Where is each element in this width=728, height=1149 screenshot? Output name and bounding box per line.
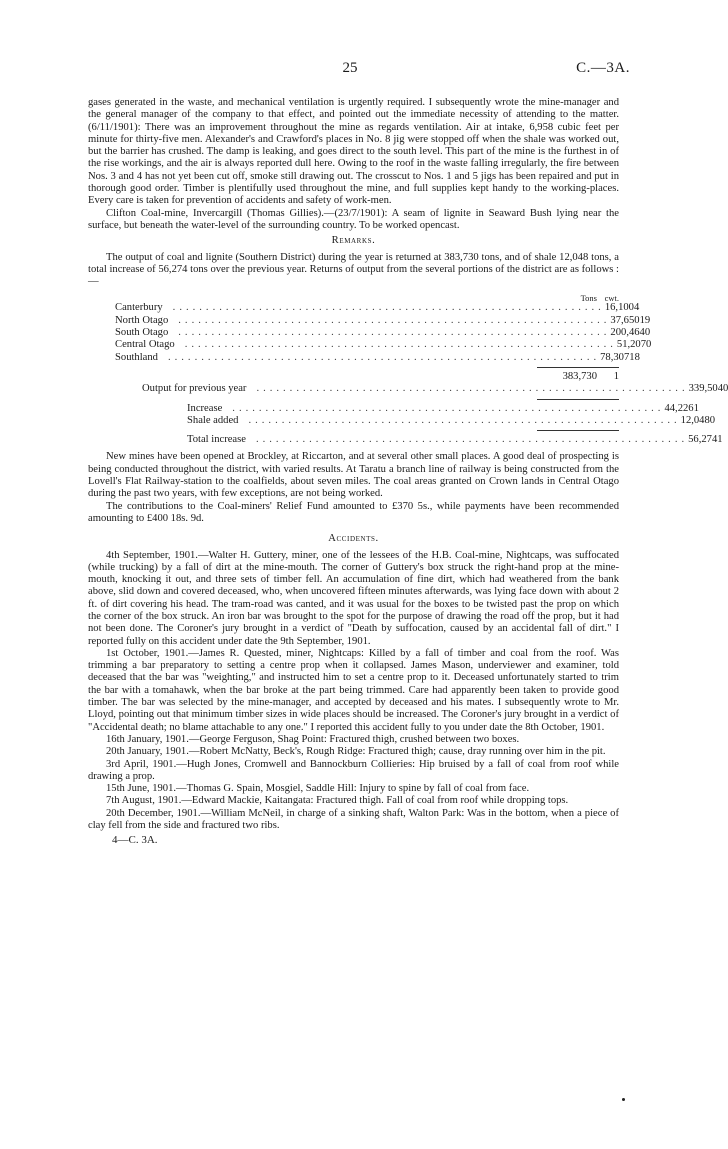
stray-dot (622, 1098, 625, 1101)
table-row: Southland ................................................................. 78,307 18 (115, 351, 640, 363)
sum-rule (537, 367, 619, 368)
accident-entry: 16th January, 1901.—George Ferguson, Shag Point: Fractured thigh, crushed between two boxes. (106, 733, 520, 745)
page-body (88, 97, 728, 847)
increase-label: Increase (187, 402, 223, 414)
accident-entry: 7th August, 1901.—Edward Mackie, Kaitangata: Fractured thigh. Fall of coal from roof while dropping tops. (106, 795, 569, 807)
district-tons: 200,464 (610, 327, 645, 339)
increase-tons: 44,226 (664, 402, 694, 414)
section-code: C.—3A. (576, 60, 630, 76)
table-row-shale: Shale added ................................................................. 12,048 0 (187, 414, 716, 426)
total-cwt: 1 (613, 370, 619, 382)
table-row: North Otago ................................................................. 37,650 19 (115, 314, 651, 326)
units-tons: Tons (580, 293, 597, 304)
paragraph: New mines have been opened at Brockley, at Riccarton, and at several other small places. A good deal of prospecting is being conducted throughout the district, with varied results. At Taratu a branch line of railway is being constructed from the Lovell's Flat Railway-station to the coalfields, about seven miles. The coal areas granted on Crown lands in Central Otago during the past two years, with few exceptions, are not being worked. (88, 451, 619, 500)
district-cwt: 18 (629, 351, 640, 363)
signature-mark: 4—C. 3A. (112, 834, 158, 847)
total-increase-label: Total increase (187, 434, 246, 446)
table-row-previous: Output for previous year ................................................................. 339,504 0 (142, 383, 728, 395)
accident-entry: 20th December, 1901.—William McNeil, in charge of a sinking shaft, Walton Park: Was in the bottom, when a piece of clay fell from the side and fractured two ribs. (88, 807, 619, 832)
district-name: South Otago (115, 327, 169, 339)
table-row-increase: Increase ................................................................. 44,226 1 (187, 402, 699, 414)
district-tons: 51,207 (616, 339, 647, 351)
accident-entry: 15th June, 1901.—Thomas G. Spain, Mosgiel, Saddle Hill: Injury to spine by fall of coal from face. (106, 783, 530, 795)
table-row: South Otago ................................................................. 200,464 0 (115, 327, 651, 339)
total-increase-tons: 56,274 (688, 434, 718, 446)
units-cwt: cwt. (604, 293, 619, 304)
output-table (88, 292, 728, 446)
paragraph: The contributions to the Coal-miners' Relief Fund amounted to £370 5s., while payments have been recommended amounting to £400 18s. 9d. (88, 500, 619, 524)
district-tons: 78,307 (600, 351, 630, 363)
district-tons: 37,650 (610, 314, 640, 326)
table-row-total-increase: Total increase ................................................................. 56,274 1 (187, 434, 723, 446)
paragraph: Clifton Coal-mine, Invercargill (Thomas Gillies).—(23/7/1901): A seam of lignite in Seaward Bush lying near the surface, but beneath the water-level of the surrounding country. To be worked opencast. (88, 207, 619, 231)
district-cwt: 0 (646, 339, 652, 351)
shale-cwt: 0 (709, 414, 716, 426)
table-row-total (88, 371, 619, 383)
previous-label: Output for previous year (142, 383, 247, 395)
table-row: Central Otago ................................................................. 51,207 0 (115, 339, 652, 351)
district-cwt: 4 (633, 302, 640, 314)
table-row: Canterbury ................................................................. 16,100 4 (115, 302, 640, 314)
district-cwt: 0 (644, 327, 651, 339)
accident-entry: 20th January, 1901.—Robert McNatty, Beck's, Rough Ridge: Fractured thigh; cause, dray running over him in the pit. (106, 746, 606, 758)
page-header (0, 60, 700, 80)
page-number: 25 (342, 60, 358, 76)
sum-rule (537, 430, 619, 431)
accident-entry: 4th September, 1901.—Walter H. Guttery, miner, one of the lessees of the H.B. Coal-mine, Nightcaps, was suffocated (while trucking) by a fall of dirt at the mine-mouth. The corner of Guttery's box struck the right-hand prop at the mine-mouth, knocking it out, and three sets of timber fell. An accumulation of fine dirt, which had weathered from the bank above, slid down and covered deceased, who, when uncovered fifteen minutes afterwards, was lying face down with about 2 ft. of dirt covering his head. The tram-road was canted, and it was usual for the boxes to be twisted past the prop on which the corner of the box struck. An iron bar was brought to the spot for the purpose of drawing the road off the prop, but it had not been done. The Coroner's jury brought in a verdict of "Death by suffocation, caused by an accidental fall of dirt." I reported fully on this accident under date the 9th September, 1901. (88, 549, 619, 647)
remarks-heading: Remarks. (331, 235, 376, 247)
sum-rule (537, 399, 619, 400)
accidents-heading: Accidents. (328, 533, 379, 545)
total-tons: 383,730 (562, 370, 597, 382)
total-increase-cwt: 1 (717, 434, 723, 446)
table-units-header (88, 292, 619, 302)
shale-tons: 12,048 (680, 414, 710, 426)
district-name: Canterbury (115, 302, 163, 314)
accident-entry: 1st October, 1901.—James R. Quested, miner, Nightcaps: Killed by a fall of timber and coal from the roof. Was trimming a bar preparatory to setting a centre prop when it collapsed. James Mason, underviewer and examiner, told deceased that the bar was "weighting," and instructed him to set a centre prop to it. Deceased unfortunately started to trim the bar with a tomahawk, when the bar broke at the part being trimmed. Care had apparently been taken to provide good timber. The bar was selected by the mine-manager, and accepted by deceased and his mates. I subsequently wrote to Mr. Lloyd, pointing out that minimum timber sizes in wide places should be increased. The Coroner's jury brought in a verdict of "Accidental death; no blame attachable to any one." I reported this accident fully to you under date the 8th October, 1901. (88, 647, 619, 733)
previous-tons: 339,504 (688, 383, 724, 395)
district-cwt: 19 (639, 314, 651, 326)
paragraph: The output of coal and lignite (Southern District) during the year is returned at 383,730 tons, and of shale 12,048 tons, a total increase of 56,274 tons over the previous year. Returns of output from the several portions of the district are as follows :— (88, 251, 619, 288)
shale-label: Shale added (187, 414, 239, 426)
district-name: North Otago (115, 314, 169, 326)
accident-entry: 3rd April, 1901.—Hugh Jones, Cromwell and Bannockburn Collieries: Hip bruised by a fall of coal from roof while drawing a prop. (88, 758, 619, 782)
increase-cwt: 1 (693, 402, 699, 414)
district-tons: 16,100 (604, 302, 634, 314)
previous-cwt: 0 (723, 383, 728, 395)
district-name: Central Otago (115, 339, 175, 351)
paragraph: gases generated in the waste, and mechanical ventilation is urgently required. I subsequently wrote the mine-manager and the general manager of the company to that effect, and pointed out the immediate necessity of attending to the matter. (6/11/1901): There was an improvement throughout the mine as regards ventilation. Air at intake, 6,958 cubic feet per minute for thirty-five men. Alexander's and Crawford's places in No. 8 jig were stopped off when the shale was worked out, but the barrier has crushed. The damp is leaking, and goes direct to the south level. This part of the mine is the furthest in of the rise workings, and the air is always reported dull here. Owing to the roof in the waste falling irregularly, the fire between Nos. 3 and 4 has not yet been cut off, smoke still drawing out. The crosscut to Nos. 1 and 5 jigs has been repaired and put in thorough good order. Timber is plentifully used throughout the mine, and full supplies kept handy to the working-places. Every care is taken for prevention of accidents and safety of work-men. (88, 97, 619, 207)
district-name: Southland (115, 351, 158, 363)
